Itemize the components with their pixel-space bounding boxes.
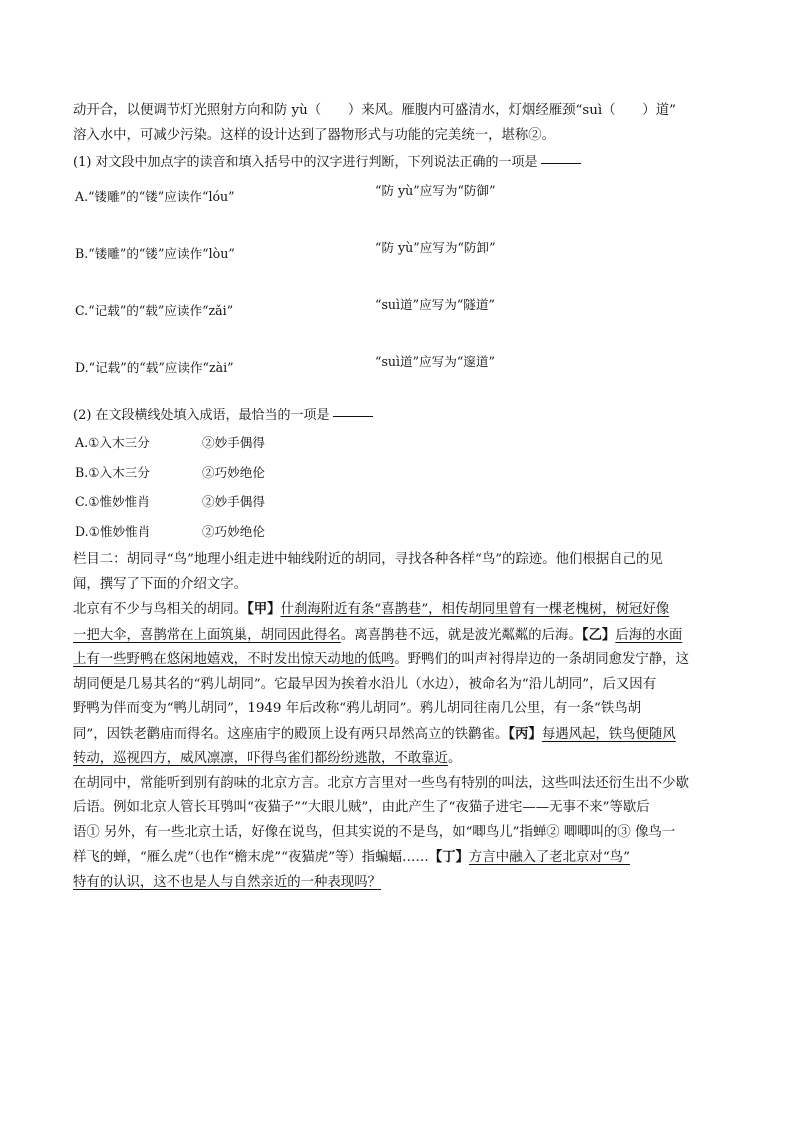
option-idiom-2: ②巧妙绝伦 — [202, 464, 265, 480]
option-right: “suì道”应写为“隧道” — [375, 297, 495, 312]
answer-blank — [333, 415, 373, 417]
underlined-sentence: 方言中融入了老北京对“鸟” — [468, 850, 630, 865]
answer-blank — [541, 162, 581, 164]
section-2-line-1: 栏目二：胡同寻“鸟”地理小组走进中轴线附近的胡同，寻找各种各样“鸟”的踪迹。他们根据自己的见 — [73, 552, 663, 567]
option-idiom-1: D.①惟妙惟肖 — [75, 523, 151, 539]
paragraph-line — [73, 623, 725, 649]
sentence: 同”，因铁老鹳庙而得名。这座庙宇的殿顶上设有两只昂然高立的铁鹳雀。 — [73, 726, 509, 742]
underlined-sentence: 什刹海附近有条“喜鹊巷”，相传胡同里曾有一棵老槐树，树冠好像 — [280, 602, 670, 617]
marker-bing: 【丙】 — [508, 725, 542, 742]
option-row — [73, 458, 725, 488]
sentence: 。 — [447, 751, 462, 766]
question-1-stem — [73, 150, 725, 175]
question-1-text: (1) 对文段中加点字的读音和填入括号中的汉字进行判断，下列说法正确的一项是 — [73, 155, 538, 170]
question-2-options — [73, 428, 725, 546]
option-idiom-1: C.①惟妙惟肖 — [75, 494, 150, 509]
option-idiom-2: ②妙手偶得 — [202, 435, 265, 450]
question-2-text: (2) 在文段横线处填入成语，最恰当的一项是 — [73, 408, 330, 423]
paragraph-line — [73, 845, 725, 871]
paragraph-line — [73, 747, 725, 772]
option-row — [73, 238, 725, 295]
paragraph-line — [73, 871, 725, 896]
option-left: D.“记载”的“载”应读作“zài” — [75, 360, 234, 375]
paragraph-line: 后语。例如北京人管长耳鸮叫“夜猫子”“大眼儿贼”，由此产生了“夜猫子进宅——无事不来”等歇后 — [73, 800, 650, 815]
document-page — [73, 98, 725, 895]
question-1-options — [73, 181, 725, 409]
marker-ding: 【丁】 — [428, 849, 469, 865]
paragraph-line — [73, 597, 725, 623]
marker-jia: 【甲】 — [247, 601, 281, 617]
option-row — [73, 428, 725, 458]
paragraph-line: 野鸭为伴而变为“鸭儿胡同”，1949 年后改称“鸦儿胡同”。鸦儿胡同往南几公里，有一条“铁鸟胡 — [73, 701, 642, 716]
option-row — [73, 517, 725, 547]
intro-line-2: 溶入水中，可减少污染。这样的设计达到了器物形式与功能的完美统一，堪称②。 — [73, 128, 556, 143]
option-right: “suì道”应写为“邃道” — [375, 354, 495, 369]
underlined-sentence: 一把大伞，喜鹊常在上面筑巢，胡同因此得名 — [73, 627, 341, 643]
option-right: “防 yù”应写为“防御” — [375, 183, 496, 198]
option-idiom-1: A.①入木三分 — [75, 435, 150, 450]
option-row — [73, 352, 725, 409]
underlined-sentence: 上有一些野鸭在悠闲地嬉戏，不时发出惊天动地的低鸣 — [73, 652, 395, 667]
option-idiom-2: ②巧妙绝伦 — [202, 523, 265, 539]
paragraph-line: 语① 另外，有一些北京土话，好像在说鸟，但其实说的不是鸟，如“唧鸟儿”指蝉② 唧唧叫的③ 像鸟一 — [73, 824, 676, 840]
option-left: C.“记载”的“载”应读作“zǎi” — [75, 303, 234, 318]
option-idiom-1: B.①入木三分 — [75, 464, 150, 480]
option-row — [73, 487, 725, 517]
marker-yi: 【乙】 — [581, 626, 616, 643]
option-left: B.“镂雕”的“镂”应读作“lòu” — [75, 246, 235, 261]
paragraph-hutong — [73, 597, 725, 772]
paragraph-line — [73, 648, 725, 673]
underlined-sentence: 每遇风起，铁鸟便随风 — [541, 726, 676, 742]
underlined-sentence: 特有的认识，这不也是人与自然亲近的一种表现吗？ — [73, 874, 381, 890]
paragraph-line — [73, 722, 725, 748]
underlined-sentence: 后海的水面 — [615, 627, 683, 643]
sentence: 北京有不少与鸟相关的胡同。 — [73, 602, 248, 617]
sentence: 样飞的蝉，“雁么虎”（也作“檐末虎”“夜猫虎”等）指蝙蝠…… — [73, 850, 429, 865]
intro-line-1: 动开合，以便调节灯光照射方向和防 yù（ ）来风。雁腹内可盛清水，灯烟经雁颈“suì（ ）道” — [73, 103, 676, 118]
sentence: 。野鸭们的叫声衬得岸边的一条胡同愈发宁静，这 — [394, 652, 689, 667]
paragraph-line: 在胡同中，常能听到别有韵味的北京方言。北京方言里对一些鸟有特别的叫法，这些叫法还衍生出不少歇 — [73, 775, 689, 791]
option-left: A.“镂雕”的“镂”应读作“lóu” — [75, 189, 235, 204]
option-right: “防 yù”应写为“防卸” — [375, 240, 496, 255]
paragraph-line: 胡同便是几易其名的“鸦儿胡同”。它最早因为挨着水沿儿（水边），被命名为“沿儿胡同”，后又因有 — [73, 676, 657, 692]
option-idiom-2: ②妙手偶得 — [202, 494, 265, 509]
paragraph-dialect — [73, 772, 725, 896]
option-row — [73, 181, 725, 238]
section-2-line-2: 闻，撰写了下面的介绍文字。 — [73, 576, 248, 592]
underlined-sentence: 转动，巡视四方，威风凛凛，吓得鸟雀们都纷纷逃散，不敢靠近 — [73, 751, 448, 766]
sentence: 。离喜鹊巷不远，就是波光粼粼的后海。 — [340, 627, 582, 643]
option-row — [73, 295, 725, 352]
